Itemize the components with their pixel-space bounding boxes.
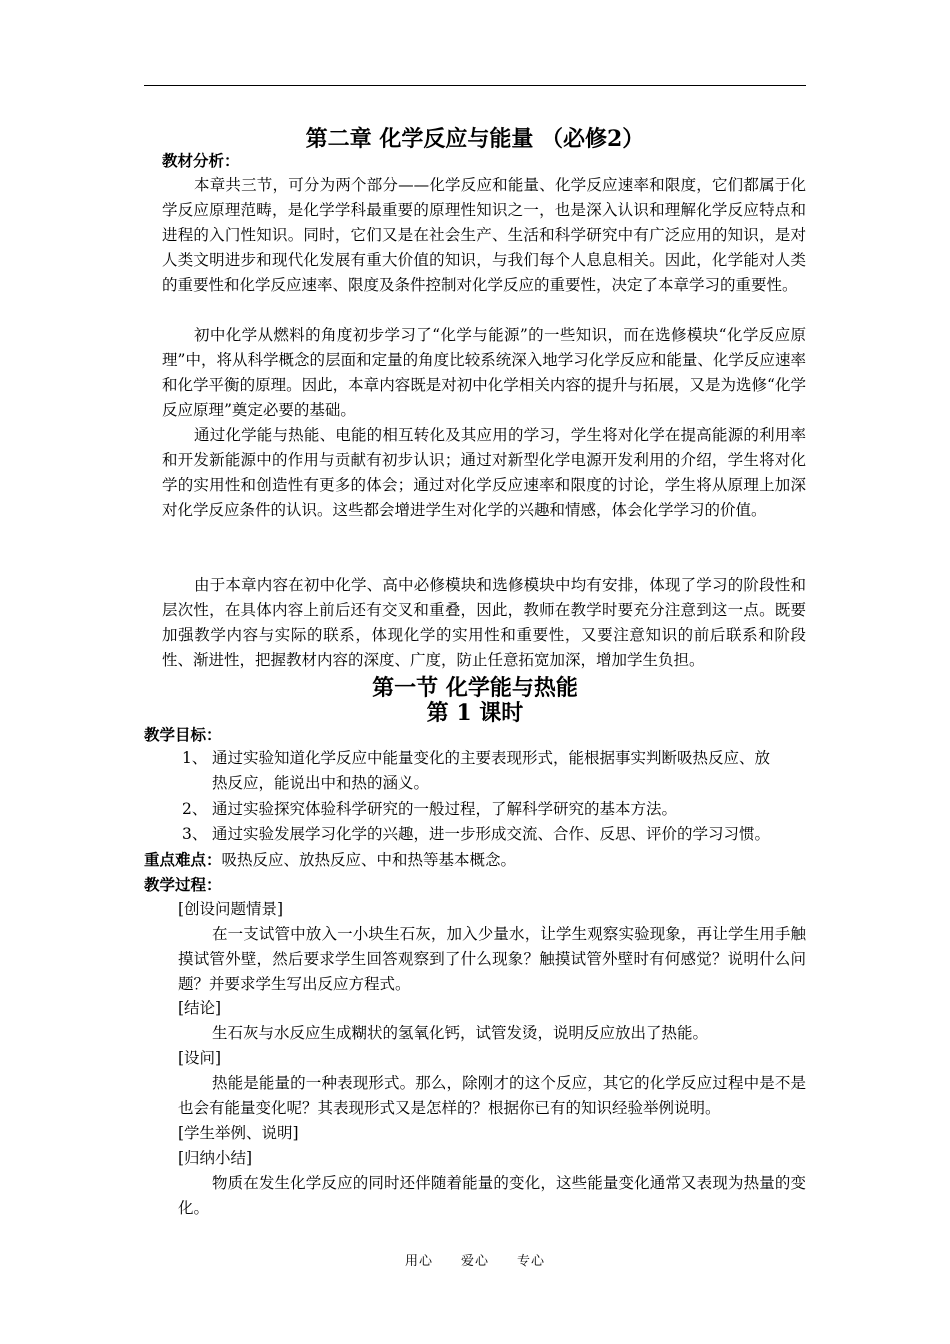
- key-points: [144, 847, 516, 873]
- step-label-conclusion: [结论]: [178, 999, 222, 1017]
- analysis-paragraph-4: 由于本章内容在初中化学、高中必修模块和选修模块中均有安排，体现了学习的阶段性和层次性，在具体内容上前后还有交叉和重叠，因此，教师在教学时要充分注意到这一点。既要加强教学内容与实际的联系，体现化学的实用性和重要性，又要注意知识的前后联系和阶段性、渐进性，把握教材内容的深度、广度，防止任意拓宽加深，增加学生负担。: [162, 576, 806, 669]
- objectives-heading: 教学目标：: [144, 725, 222, 744]
- chapter-title: 第二章 化学反应与能量 （必修2）: [305, 126, 645, 152]
- page-footer: [144, 1250, 806, 1269]
- step-text-scenario: 在一支试管中放入一小块生石灰，加入少量水，让学生观察实验现象，再让学生用手触摸试管外壁，然后要求学生回答观察到了什么现象？触摸试管外壁时有何感觉？说明什么问题？并要求学生写出反应方程式。: [178, 925, 806, 993]
- analysis-heading: 教材分析：: [162, 151, 240, 170]
- objective-item-2: 通过实验探究体验科学研究的一般过程，了解科学研究的基本方法。: [212, 800, 678, 818]
- analysis-paragraph-3: 通过化学能与热能、电能的相互转化及其应用的学习，学生将对化学在提高能源的利用率和开发新能源中的作用与贡献有初步认识；通过对新型化学电源开发利用的介绍，学生将对化学的实用性和创造性有更多的体会；通过对化学反应速率和限度的讨论，学生将从原理上加深对化学反应条件的认识。这些都会增进学生对化学的兴趣和情感，体会化学学习的价值。: [162, 426, 806, 519]
- process-heading: 教学过程：: [144, 875, 222, 894]
- step-text-summary: 物质在发生化学反应的同时还伴随着能量的变化，这些能量变化通常又表现为热量的变化。: [178, 1174, 806, 1217]
- footer-word: 用心: [404, 1254, 433, 1269]
- key-points-label: 重点难点：: [144, 850, 222, 869]
- objective-number: 1、: [182, 749, 208, 767]
- step-text-question: 热能是能量的一种表现形式。那么，除刚才的这个反应，其它的化学反应过程中是不是也会有能量变化呢？其表现形式又是怎样的？根据你已有的知识经验举例说明。: [178, 1074, 806, 1117]
- step-label-examples: [学生举例、说明]: [178, 1124, 299, 1142]
- step-text-conclusion: 生石灰与水反应生成糊状的氢氧化钙，试管发烫，说明反应放出了热能。: [212, 1024, 709, 1042]
- analysis-paragraph-1: 本章共三节，可分为两个部分——化学反应和能量、化学反应速率和限度，它们都属于化学反应原理范畴，是化学学科最重要的原理性知识之一，也是深入认识和理解化学反应特点和进程的入门性知识。同时，它们又是在社会生产、生活和科学研究中有广泛应用的知识，是对人类文明进步和现代化发展有重大价值的知识，与我们每个人息息相关。因此，化学能对人类的重要性和化学反应速率、限度及条件控制对化学反应的重要性，决定了本章学习的重要性。: [162, 176, 806, 294]
- analysis-paragraph-2: 初中化学从燃料的角度初步学习了“化学与能源”的一些知识，而在选修模块“化学反应原理”中，将从科学概念的层面和定量的角度比较系统深入地学习化学反应和能量、化学反应速率和化学平衡的原理。因此，本章内容既是对初中化学相关内容的提升与拓展，又是为选修“化学反应原理”奠定必要的基础。: [162, 326, 806, 419]
- step-label-summary: [归纳小结]: [178, 1149, 253, 1167]
- footer-word: 爱心: [460, 1254, 489, 1269]
- section-title: 第一节 化学能与热能: [372, 675, 578, 701]
- objective-item-3: 通过实验发展学习化学的兴趣，进一步形成交流、合作、反思、评价的学习习惯。: [212, 825, 771, 843]
- objective-number: 2、: [182, 800, 208, 818]
- objective-number: 3、: [182, 825, 208, 843]
- key-points-text: 吸热反应、放热反应、中和热等基本概念。: [221, 851, 517, 869]
- objective-item-1-continued: 热反应，能说出中和热的涵义。: [212, 774, 430, 792]
- step-label-question: [设问]: [178, 1049, 222, 1067]
- step-label-scenario: [创设问题情景]: [178, 900, 284, 918]
- header-rule: [144, 85, 806, 86]
- footer-word: 专心: [517, 1254, 546, 1269]
- lesson-title: 第 1 课时: [426, 700, 524, 726]
- objective-item-1: 通过实验知道化学反应中能量变化的主要表现形式，能根据事实判断吸热反应、放: [212, 749, 771, 767]
